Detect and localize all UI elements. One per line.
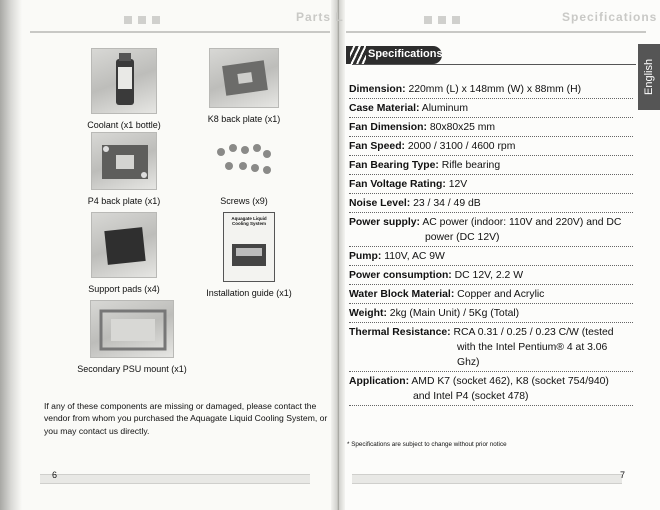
specifications-banner — [346, 46, 442, 64]
spec-row — [349, 372, 633, 406]
component-psu-mount — [72, 300, 192, 374]
spec-key: Pump: — [349, 251, 382, 262]
spec-row — [349, 213, 633, 247]
spec-value: DC 12V, 2.2 W — [454, 270, 523, 281]
spec-row — [349, 304, 633, 323]
page-edge-shadow — [0, 0, 22, 510]
component-label: Coolant (x1 bottle) — [87, 120, 161, 130]
coolant-bottle-image — [91, 48, 157, 114]
spec-key: Thermal Resistance: — [349, 327, 451, 338]
spec-value: 220mm (L) x 148mm (W) x 88mm (H) — [408, 84, 582, 95]
screws-image — [209, 132, 279, 190]
spec-value-continued: with the Intel Pentium® 4 at 3.06 — [457, 342, 608, 353]
spec-value: 2000 / 3100 / 4600 rpm — [407, 141, 516, 152]
spec-value-continued: power (DC 12V) — [425, 232, 500, 243]
spec-value: Copper and Acrylic — [457, 289, 545, 300]
spec-list — [349, 80, 633, 406]
right-header-title: Specifications — [562, 10, 658, 24]
spec-key: Power supply: — [349, 217, 421, 228]
k8-backplate-image — [209, 48, 279, 108]
spec-value-continued: Ghz) — [457, 357, 480, 368]
support-pads-image — [91, 212, 157, 278]
component-installation-guide — [194, 212, 304, 298]
spec-key: Application: — [349, 376, 410, 387]
spec-key: Dimension: — [349, 84, 406, 95]
component-p4-backplate — [74, 132, 174, 206]
spec-value: 80x80x25 mm — [429, 122, 496, 133]
spec-value: RCA 0.31 / 0.25 / 0.23 C/W (tested — [453, 327, 614, 338]
psu-mount-image — [90, 300, 174, 358]
installation-guide-image — [223, 212, 275, 282]
component-label: P4 back plate (x1) — [87, 196, 161, 206]
language-tab: English — [638, 44, 660, 110]
spec-row — [349, 80, 633, 99]
component-coolant — [74, 48, 174, 130]
right-footer-bar — [352, 474, 622, 484]
right-header-decor — [420, 10, 470, 32]
spec-row — [349, 247, 633, 266]
header-ornament-icon — [420, 10, 470, 30]
banner-stripes-icon — [350, 46, 366, 64]
left-footer-bar — [40, 474, 310, 484]
spec-row — [349, 266, 633, 285]
component-label: Support pads (x4) — [88, 284, 160, 294]
p4-backplate-image — [91, 132, 157, 190]
missing-parts-notice: If any of these components are missing or damaged, please contact the vendor from whom you purchased the Aquagate Liquid Cooling System, or you may contact us directly. — [44, 401, 328, 436]
spec-row — [349, 156, 633, 175]
spec-key: Fan Voltage Rating: — [349, 179, 446, 190]
spec-value-continued: and Intel P4 (socket 478) — [413, 391, 529, 402]
spec-key: Water Block Material: — [349, 289, 455, 300]
specs-footnote: * Specifications are subject to change without prior notice — [347, 441, 507, 448]
spec-value: 23 / 34 / 49 dB — [413, 198, 481, 209]
spec-value: 110V, AC 9W — [384, 251, 445, 262]
component-support-pads — [74, 212, 174, 294]
component-label: Installation guide (x1) — [206, 288, 292, 298]
spec-key: Fan Speed: — [349, 141, 406, 152]
spec-key: Power consumption: — [349, 270, 452, 281]
right-header-rule — [346, 31, 646, 33]
spec-value: Rifle bearing — [441, 160, 501, 171]
spec-key: Fan Bearing Type: — [349, 160, 439, 171]
banner-title: Specifications — [368, 48, 443, 60]
component-screws — [194, 132, 294, 206]
right-page-number: 7 — [620, 470, 626, 480]
spec-value: 2kg (Main Unit) / 5Kg (Total) — [389, 308, 520, 319]
spec-key: Fan Dimension: — [349, 122, 427, 133]
left-header-title: Parts L — [296, 10, 344, 24]
spec-value: AMD K7 (socket 462), K8 (socket 754/940) — [411, 376, 609, 387]
spec-row — [349, 194, 633, 213]
left-header-decor — [120, 10, 180, 32]
spec-value: Aluminum — [421, 103, 468, 114]
spec-row — [349, 137, 633, 156]
spec-key: Weight: — [349, 308, 387, 319]
spec-row — [349, 99, 633, 118]
header-ornament-icon — [120, 10, 180, 30]
component-k8-backplate — [194, 48, 294, 124]
left-header-rule — [30, 31, 330, 33]
spec-row — [349, 323, 633, 372]
guide-cover-title: Aquagate Liquid Cooling System — [231, 216, 267, 226]
left-page-number: 6 — [52, 470, 58, 480]
spec-key: Case Material: — [349, 103, 420, 114]
component-label: Secondary PSU mount (x1) — [77, 364, 187, 374]
spec-row — [349, 118, 633, 137]
spec-value: AC power (indoor: 110V and 220V) and DC — [422, 217, 622, 228]
component-label: K8 back plate (x1) — [207, 114, 281, 124]
spec-row — [349, 285, 633, 304]
spec-key: Noise Level: — [349, 198, 411, 209]
component-label: Screws (x9) — [220, 196, 268, 206]
spec-row — [349, 175, 633, 194]
spec-value: 12V — [448, 179, 468, 190]
banner-rule — [352, 64, 636, 65]
